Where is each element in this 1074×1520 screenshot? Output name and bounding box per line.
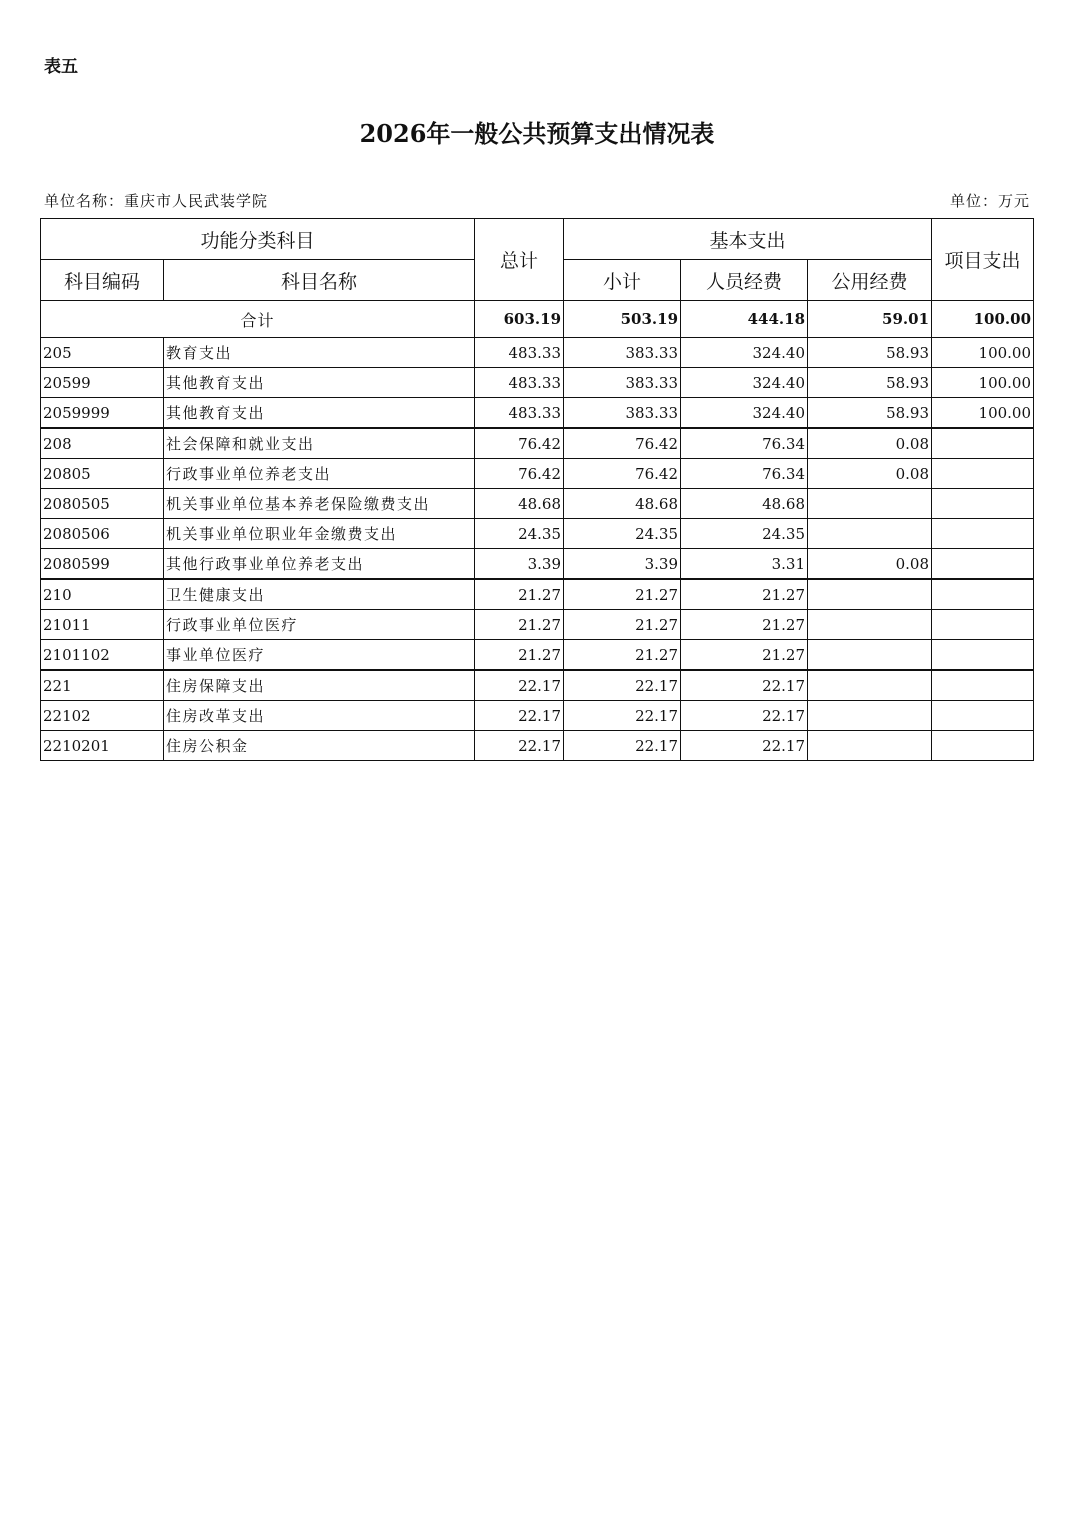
row-code: 2210201 bbox=[41, 731, 164, 761]
row-code: 208 bbox=[41, 428, 164, 459]
row-project: 100.00 bbox=[932, 398, 1034, 429]
row-public: 0.08 bbox=[808, 428, 932, 459]
row-total: 76.42 bbox=[475, 459, 564, 489]
row-personnel: 22.17 bbox=[681, 670, 808, 701]
func-category-header: 功能分类科目 bbox=[41, 219, 475, 260]
row-personnel: 48.68 bbox=[681, 489, 808, 519]
row-name: 行政事业单位养老支出 bbox=[164, 459, 475, 489]
row-public: 58.93 bbox=[808, 368, 932, 398]
row-total: 483.33 bbox=[475, 398, 564, 429]
row-name: 其他教育支出 bbox=[164, 398, 475, 429]
table-row bbox=[41, 549, 1034, 580]
total-row bbox=[41, 301, 1034, 338]
row-subtotal: 383.33 bbox=[564, 338, 681, 368]
row-project bbox=[932, 428, 1034, 459]
row-code: 2080505 bbox=[41, 489, 164, 519]
row-personnel: 21.27 bbox=[681, 579, 808, 610]
row-total: 24.35 bbox=[475, 519, 564, 549]
name-header: 科目名称 bbox=[164, 260, 475, 301]
row-total: 22.17 bbox=[475, 670, 564, 701]
personnel-header: 人员经费 bbox=[681, 260, 808, 301]
table-row bbox=[41, 459, 1034, 489]
row-subtotal: 383.33 bbox=[564, 398, 681, 429]
row-subtotal: 22.17 bbox=[564, 701, 681, 731]
total-cell-project: 100.00 bbox=[932, 301, 1034, 338]
row-public bbox=[808, 701, 932, 731]
row-total: 76.42 bbox=[475, 428, 564, 459]
table-row bbox=[41, 731, 1034, 761]
currency-unit-label: 单位：万元 bbox=[949, 192, 1030, 210]
row-personnel: 76.34 bbox=[681, 459, 808, 489]
row-public: 0.08 bbox=[808, 459, 932, 489]
page-title: 2026年一般公共预算支出情况表 bbox=[359, 119, 715, 148]
table-row bbox=[41, 489, 1034, 519]
row-code: 20805 bbox=[41, 459, 164, 489]
row-code: 2101102 bbox=[41, 640, 164, 671]
code-header: 科目编码 bbox=[41, 260, 164, 301]
project-expense-header: 项目支出 bbox=[932, 219, 1034, 301]
table-row bbox=[41, 428, 1034, 459]
row-subtotal: 48.68 bbox=[564, 489, 681, 519]
row-code: 2059999 bbox=[41, 398, 164, 429]
row-subtotal: 21.27 bbox=[564, 579, 681, 610]
table-row bbox=[41, 368, 1034, 398]
row-project bbox=[932, 610, 1034, 640]
row-total: 21.27 bbox=[475, 640, 564, 671]
table-row bbox=[41, 519, 1034, 549]
row-code: 210 bbox=[41, 579, 164, 610]
row-personnel: 24.35 bbox=[681, 519, 808, 549]
row-total: 22.17 bbox=[475, 701, 564, 731]
row-code: 2080506 bbox=[41, 519, 164, 549]
row-total: 48.68 bbox=[475, 489, 564, 519]
row-project bbox=[932, 459, 1034, 489]
row-public bbox=[808, 731, 932, 761]
row-public bbox=[808, 610, 932, 640]
table-row bbox=[41, 338, 1034, 368]
public-header: 公用经费 bbox=[808, 260, 932, 301]
row-name: 事业单位医疗 bbox=[164, 640, 475, 671]
row-public bbox=[808, 489, 932, 519]
row-project bbox=[932, 549, 1034, 580]
row-name: 住房保障支出 bbox=[164, 670, 475, 701]
row-subtotal: 21.27 bbox=[564, 640, 681, 671]
row-code: 21011 bbox=[41, 610, 164, 640]
row-subtotal: 76.42 bbox=[564, 428, 681, 459]
row-subtotal: 383.33 bbox=[564, 368, 681, 398]
row-subtotal: 22.17 bbox=[564, 731, 681, 761]
row-public bbox=[808, 519, 932, 549]
row-name: 其他行政事业单位养老支出 bbox=[164, 549, 475, 580]
row-subtotal: 76.42 bbox=[564, 459, 681, 489]
row-personnel: 76.34 bbox=[681, 428, 808, 459]
subtotal-header: 小计 bbox=[564, 260, 681, 301]
row-total: 483.33 bbox=[475, 368, 564, 398]
row-public bbox=[808, 640, 932, 671]
total-label: 合计 bbox=[41, 301, 475, 338]
row-subtotal: 24.35 bbox=[564, 519, 681, 549]
row-code: 22102 bbox=[41, 701, 164, 731]
row-subtotal: 3.39 bbox=[564, 549, 681, 580]
row-name: 住房公积金 bbox=[164, 731, 475, 761]
row-public bbox=[808, 670, 932, 701]
row-project bbox=[932, 489, 1034, 519]
row-name: 机关事业单位职业年金缴费支出 bbox=[164, 519, 475, 549]
row-personnel: 21.27 bbox=[681, 610, 808, 640]
table-row bbox=[41, 701, 1034, 731]
total-cell-personnel: 444.18 bbox=[681, 301, 808, 338]
row-personnel: 324.40 bbox=[681, 398, 808, 429]
total-cell-subtotal: 503.19 bbox=[564, 301, 681, 338]
row-public bbox=[808, 579, 932, 610]
row-subtotal: 21.27 bbox=[564, 610, 681, 640]
row-name: 住房改革支出 bbox=[164, 701, 475, 731]
total-header: 总计 bbox=[475, 219, 564, 301]
unit-name-label: 单位名称：重庆市人民武装学院 bbox=[44, 192, 269, 210]
row-total: 22.17 bbox=[475, 731, 564, 761]
table-row bbox=[41, 398, 1034, 429]
row-public: 58.93 bbox=[808, 338, 932, 368]
row-name: 社会保障和就业支出 bbox=[164, 428, 475, 459]
table-row bbox=[41, 670, 1034, 701]
table-row bbox=[41, 610, 1034, 640]
table-row bbox=[41, 640, 1034, 671]
budget-table bbox=[40, 218, 1034, 761]
row-total: 21.27 bbox=[475, 610, 564, 640]
row-project bbox=[932, 640, 1034, 671]
row-project bbox=[932, 519, 1034, 549]
row-project bbox=[932, 731, 1034, 761]
row-total: 21.27 bbox=[475, 579, 564, 610]
row-code: 221 bbox=[41, 670, 164, 701]
row-personnel: 324.40 bbox=[681, 368, 808, 398]
row-name: 机关事业单位基本养老保险缴费支出 bbox=[164, 489, 475, 519]
row-personnel: 22.17 bbox=[681, 731, 808, 761]
row-personnel: 21.27 bbox=[681, 640, 808, 671]
row-personnel: 324.40 bbox=[681, 338, 808, 368]
row-project bbox=[932, 670, 1034, 701]
total-cell-public: 59.01 bbox=[808, 301, 932, 338]
row-name: 其他教育支出 bbox=[164, 368, 475, 398]
total-cell-total: 603.19 bbox=[475, 301, 564, 338]
table-number: 表五 bbox=[44, 57, 78, 77]
row-name: 卫生健康支出 bbox=[164, 579, 475, 610]
row-code: 2080599 bbox=[41, 549, 164, 580]
row-project bbox=[932, 579, 1034, 610]
row-public: 0.08 bbox=[808, 549, 932, 580]
row-personnel: 3.31 bbox=[681, 549, 808, 580]
row-public: 58.93 bbox=[808, 398, 932, 429]
row-total: 483.33 bbox=[475, 338, 564, 368]
row-code: 205 bbox=[41, 338, 164, 368]
basic-expense-header: 基本支出 bbox=[564, 219, 932, 260]
row-code: 20599 bbox=[41, 368, 164, 398]
row-personnel: 22.17 bbox=[681, 701, 808, 731]
row-project: 100.00 bbox=[932, 338, 1034, 368]
table-row bbox=[41, 579, 1034, 610]
row-project: 100.00 bbox=[932, 368, 1034, 398]
row-name: 教育支出 bbox=[164, 338, 475, 368]
row-project bbox=[932, 701, 1034, 731]
row-total: 3.39 bbox=[475, 549, 564, 580]
row-name: 行政事业单位医疗 bbox=[164, 610, 475, 640]
row-subtotal: 22.17 bbox=[564, 670, 681, 701]
